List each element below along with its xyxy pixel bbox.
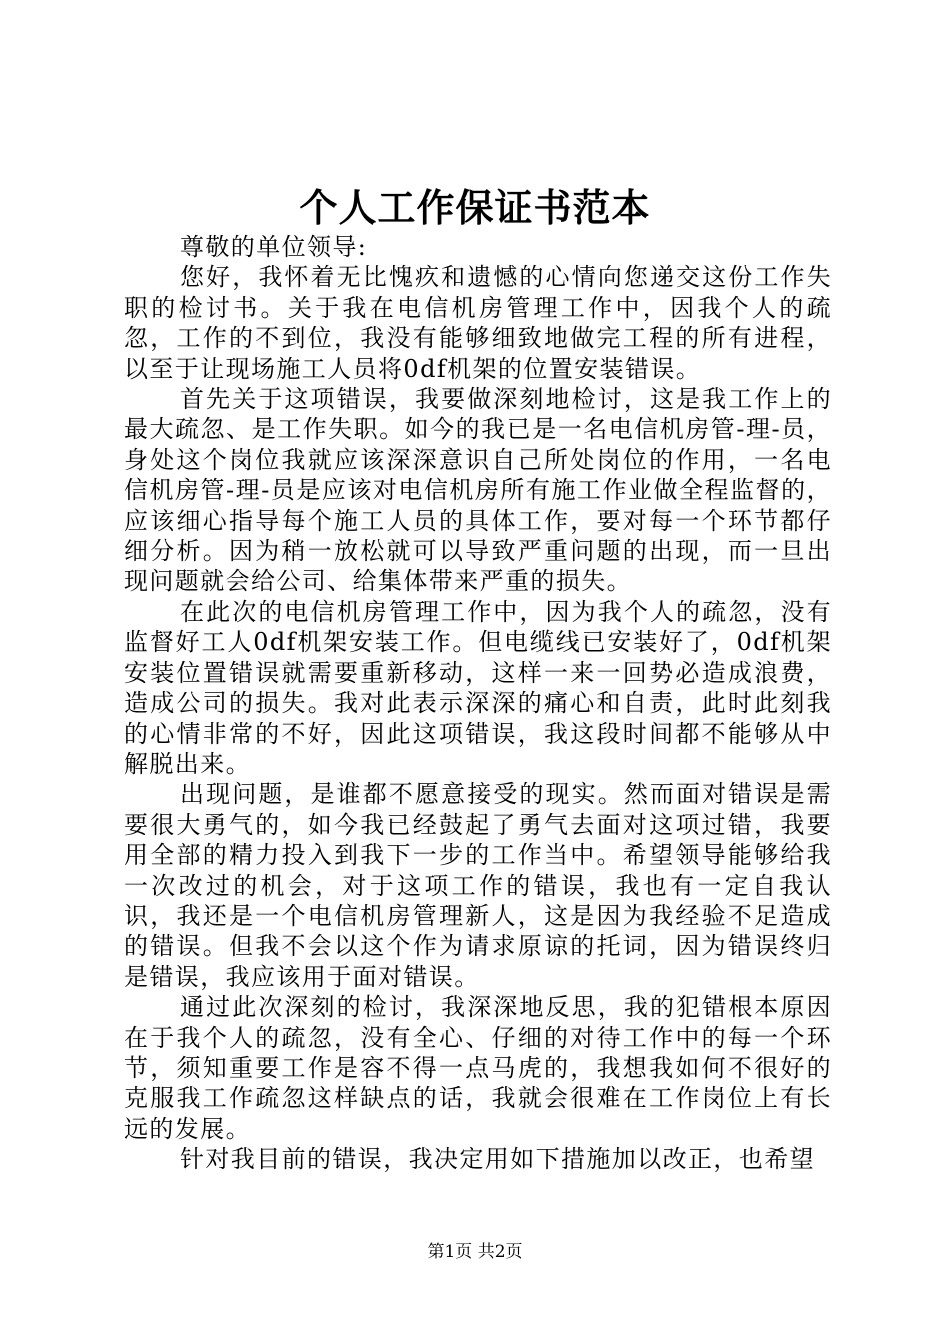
- salutation: 尊敬的单位领导:: [180, 233, 368, 261]
- document-body: [124, 232, 832, 1175]
- paragraph-3: 在此次的电信机房管理工作中，因为我个人的疏忽，没有监督好工人0df机架安装工作。但电缆线已安装好了，0df机架安装位置错误就需要重新移动，这样一来一回势必造成浪费，造成公司的损失。我对此表示深深的痛心和自责，此时此刻我的心情非常的不好，因此这项错误，我这段时间都不能够从中解脱出来。: [124, 597, 832, 778]
- paragraph-4: 出现问题，是谁都不愿意接受的现实。然而面对错误是需要很大勇气的，如今我已经鼓起了勇气去面对这项过错，我要用全部的精力投入到我下一步的工作当中。希望领导能够给我一次改过的机会，对于这项工作的错误，我也有一定自我认识，我还是一个电信机房管理新人，这是因为我经验不足造成的错误。但我不会以这个作为请求原谅的托词，因为错误终归是错误，我应该用于面对错误。: [124, 780, 832, 991]
- paragraph-1: 您好，我怀着无比愧疚和遗憾的心情向您递交这份工作失职的检讨书。关于我在电信机房管理工作中，因我个人的疏忽，工作的不到位，我没有能够细致地做完工程的所有进程，以至于让现场施工人员将0df机架的位置安装错误。: [124, 263, 832, 383]
- paragraph-6: 针对我目前的错误，我决定用如下措施加以改正，也希望: [180, 1145, 815, 1174]
- page-footer: 第1页 共2页: [427, 1242, 523, 1262]
- document-title: 个人工作保证书范本: [299, 185, 651, 230]
- paragraph-2: 首先关于这项错误，我要做深刻地检讨，这是我工作上的最大疏忽、是工作失职。如今的我已是一名电信机房管-理-员，身处这个岗位我就应该深深意识自己所处岗位的作用，一名电信机房管-理-员是应该对电信机房所有施工作业做全程监督的，应该细心指导每个施工人员的具体工作，要对每一个环节都仔细分析。因为稍一放松就可以导致严重问题的出现，而一旦出现问题就会给公司、给集体带来严重的损失。: [124, 385, 832, 596]
- paragraph-5: 通过此次深刻的检讨，我深深地反思，我的犯错根本原因在于我个人的疏忽，没有全心、仔细的对待工作中的每一个环节，须知重要工作是容不得一点马虎的，我想我如何不很好的克服我工作疏忽这样缺点的话，我就会很难在工作岗位上有长远的发展。: [124, 993, 832, 1143]
